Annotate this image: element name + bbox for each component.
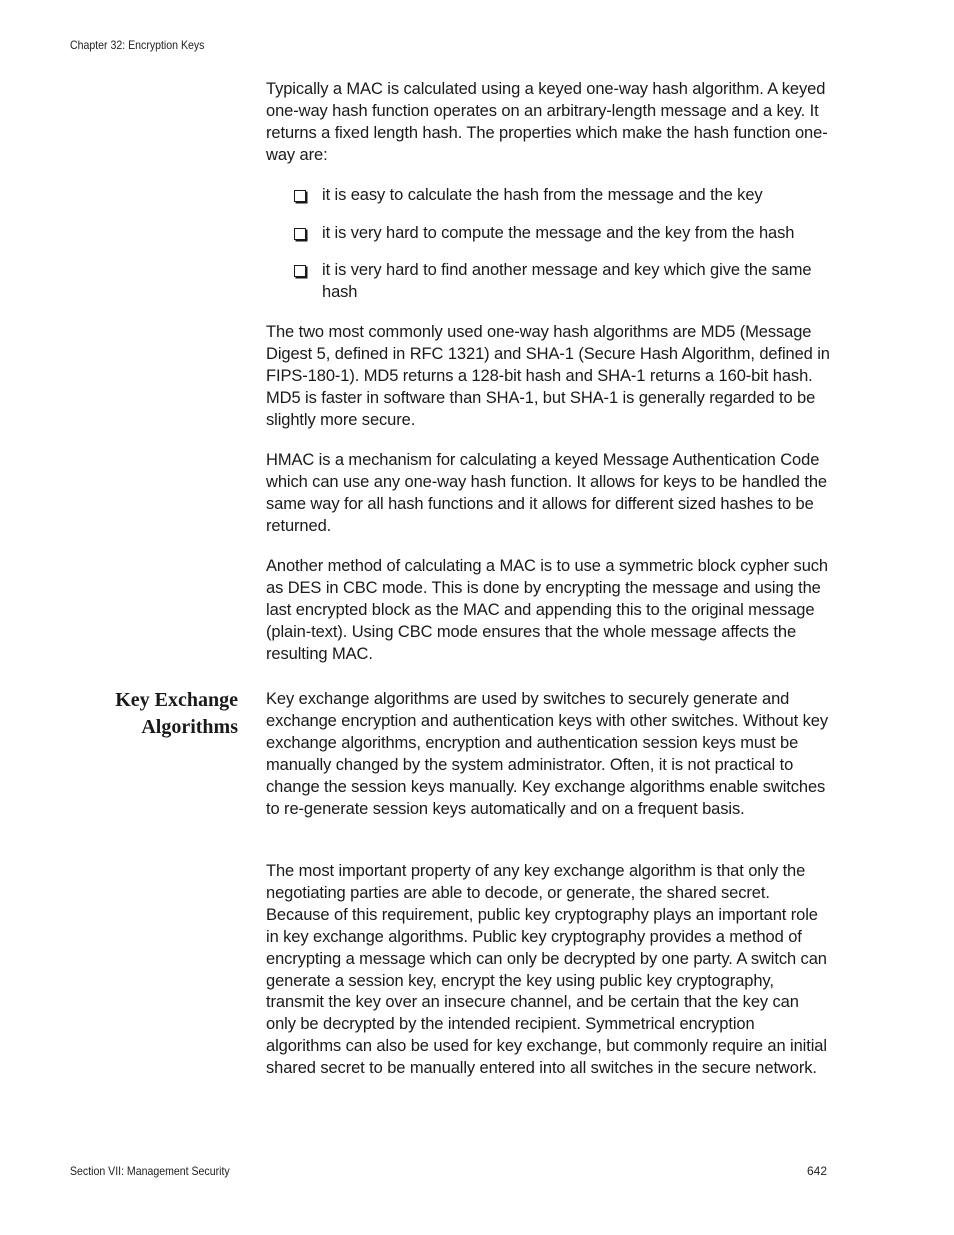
list-item — [294, 185, 834, 207]
list-item-text: it is very hard to compute the message and the key from the hash — [322, 224, 795, 242]
checkbox-bullet-icon — [294, 265, 306, 277]
paragraph-text: The two most commonly used one-way hash algorithms are MD5 (Message Digest 5, defined in RFC 1321) and SHA-1 (Secure Hash Algorithm, defined in FIPS-180-1). MD5 returns a 128-bit hash and SHA-1 returns a 160-bit hash. MD5 is faster in software than SHA-1, but SHA-1 is generally regarded to be slightly more secure. — [266, 323, 830, 429]
paragraph-key-exchange-intro — [266, 689, 830, 820]
section-heading — [115, 687, 238, 741]
footer-section: Section VII: Management Security — [70, 1164, 230, 1178]
paragraph-text: Another method of calculating a MAC is to use a symmetric block cypher such as DES in CBC mode. This is done by encrypting the message and using the last encrypted block as the MAC and appending this to the original message (plain-text). Using CBC mode ensures that the whole message affects the resulting MAC. — [266, 557, 829, 663]
list-item — [294, 260, 814, 304]
section-heading-line2: Algorithms — [141, 716, 238, 738]
paragraph-md5-sha1 — [266, 322, 830, 432]
running-header: Chapter 32: Encryption Keys — [70, 38, 205, 52]
paragraph-block-cypher — [266, 556, 830, 666]
checkbox-bullet-icon — [294, 190, 306, 202]
paragraph-text: Key exchange algorithms are used by switches to securely generate and exchange encryption and authentication keys with other switches. Without key exchange algorithms, encryption and authentication session keys must be manually changed by the system administrator. Often, it is not practical to change the session keys manually. Key exchange algorithms enable switches to re-generate session keys automatically and on a frequent basis. — [266, 690, 828, 818]
page-number: 642 — [806, 1164, 827, 1178]
paragraph-text: HMAC is a mechanism for calculating a keyed Message Authentication Code which can use any one-way hash function. It allows for keys to be handled the same way for all hash functions and it allows for different sized hashes to be returned. — [266, 451, 827, 535]
paragraph-text: Typically a MAC is calculated using a keyed one-way hash algorithm. A keyed one-way hash function operates on an arbitrary-length message and a key. It returns a fixed length hash. The properties which make the hash function one-way are: — [266, 80, 828, 164]
paragraph-hmac — [266, 450, 830, 538]
list-item-text: it is easy to calculate the hash from the message and the key — [322, 186, 763, 204]
list-item-text: it is very hard to find another message and key which give the same hash — [322, 261, 812, 301]
section-heading-line1: Key Exchange — [115, 689, 238, 711]
checkbox-bullet-icon — [294, 228, 306, 240]
paragraph-mac-intro — [266, 79, 830, 167]
list-item — [294, 223, 834, 245]
paragraph-key-exchange-property — [266, 861, 830, 1080]
paragraph-text: The most important property of any key exchange algorithm is that only the negotiating parties are able to decode, or generate, the shared secret. Because of this requirement, public key cryptography plays an important role in key exchange algorithms. Public key cryptography provides a method of encrypting a message which can only be decrypted by one party. A switch can generate a session key, encrypt the key using public key cryptography, transmit the key over an insecure channel, and be certain that the key can only be decrypted by the intended recipient. Symmetrical encryption algorithms can also be used for key exchange, but commonly require an initial shared secret to be manually entered into all switches in the secure network. — [266, 862, 827, 1078]
